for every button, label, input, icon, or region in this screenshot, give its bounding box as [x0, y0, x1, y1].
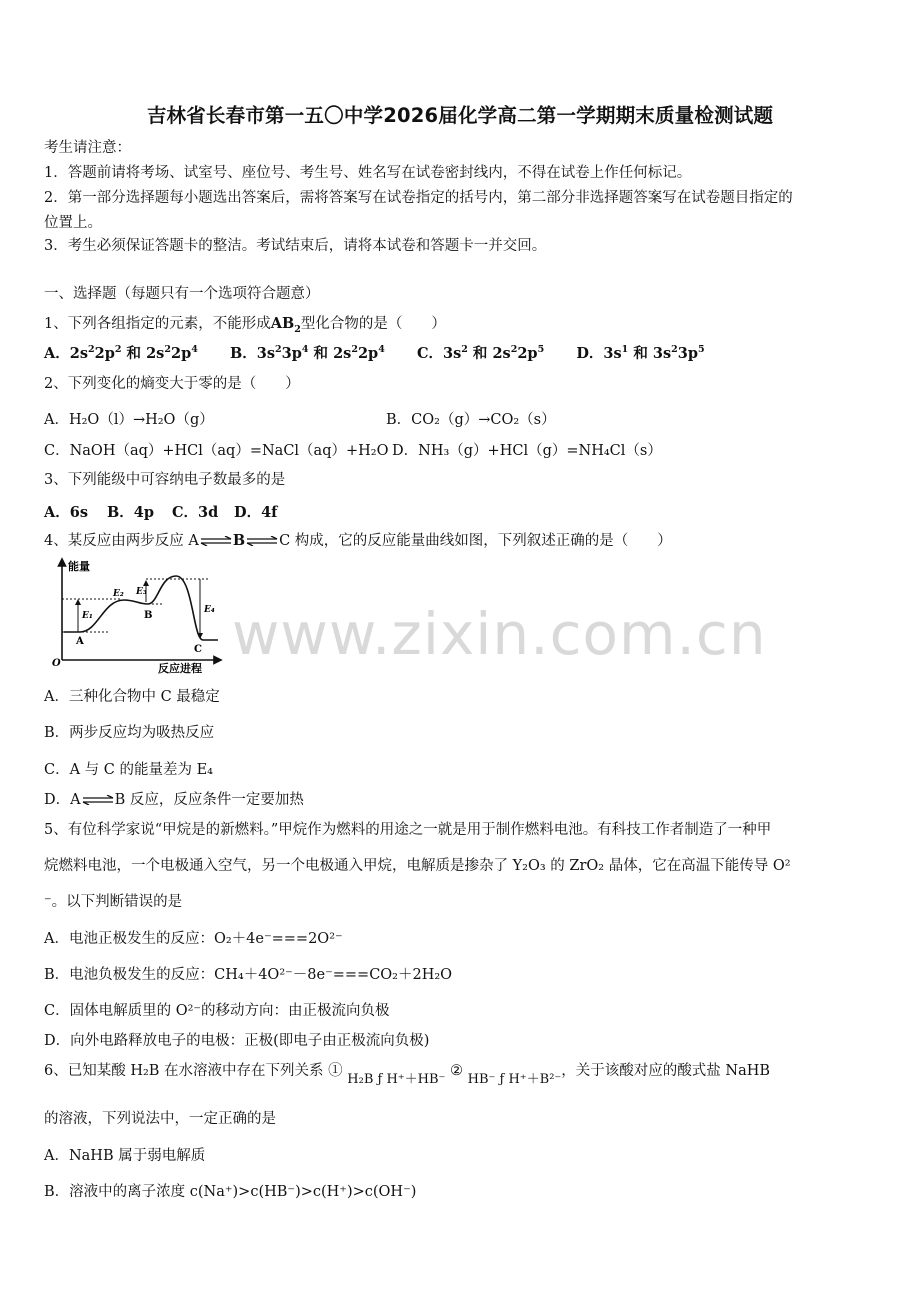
q6-option-a: A．NaHB 属于弱电解质: [44, 1148, 206, 1164]
q3-option-b: B．4p: [107, 504, 154, 521]
question-1-stem: [44, 314, 446, 334]
q4-option-c: C．A 与 C 的能量差为 E₄: [44, 762, 213, 778]
q4-option-a: A．三种化合物中 C 最稳定: [44, 689, 220, 705]
q2-option-b: B．CO₂（g）→CO₂（s）: [386, 412, 556, 428]
q1-formula: [270, 315, 301, 335]
q1-stem-end: 型化合物的是（ ）: [300, 316, 446, 332]
q1-formula-main: AB: [270, 315, 295, 332]
watermark: www.zixin.com.cn: [232, 600, 767, 668]
q4-stem-part: 4、某反应由两步反应 A: [44, 533, 199, 549]
x-axis-label: 反应进程: [158, 662, 202, 674]
energy-diagram: [48, 556, 228, 674]
question-3-stem: 3、下列能级中可容纳电子数最多的是: [44, 472, 286, 488]
notice-heading: 考生请注意：: [44, 140, 131, 156]
notice-item-1: 1．答题前请将考场、试室号、座位号、考生号、姓名写在试卷密封线内，不得在试卷上作任何标记。: [44, 165, 692, 181]
page-title: 吉林省长春市第一五〇中学2026届化学高二第一学期期末质量检测试题: [146, 104, 774, 127]
origin-label: O: [52, 658, 61, 669]
notice-item-2: 2．第一部分选择题每小题选出答案后，需将答案写在试卷指定的括号内，第二部分非选择题答案写在试卷题目指定的: [44, 190, 793, 206]
q4-option-d: [44, 790, 304, 810]
question-5-line-3: ⁻。以下判断错误的是: [44, 894, 183, 910]
question-6-stem: [44, 1061, 771, 1087]
q5-option-a: A．电池正极发生的反应：O₂＋4e⁻===2O²⁻: [44, 931, 343, 947]
question-6-stem-cont: 的溶液，下列说法中，一定正确的是: [44, 1111, 276, 1127]
q4-option-d-pre: D．A: [44, 792, 81, 808]
equilibrium-arrow-icon: [245, 536, 279, 546]
q4-option-b: B．两步反应均为吸热反应: [44, 725, 215, 741]
q6-option-b: B．溶液中的离子浓度 c(Na⁺)>c(HB⁻)>c(H⁺)>c(OH⁻): [44, 1184, 417, 1200]
label-a: A: [76, 636, 84, 647]
q4-option-d-post: B 反应，反应条件一定要加热: [114, 792, 304, 808]
q4-stem-b: B: [232, 532, 246, 549]
q3-option-c: C．3d: [172, 504, 219, 521]
label-e3: E₃: [136, 587, 147, 597]
question-2-stem: 2、下列变化的熵变大于零的是（ ）: [44, 376, 300, 392]
q5-option-b: B．电池负极发生的反应：CH₄＋4O²⁻－8e⁻===CO₂＋2H₂O: [44, 967, 453, 983]
equilibrium-arrow-icon: [81, 795, 115, 805]
question-1-options: [44, 344, 705, 364]
q6-stem-part-2: ，关于该酸对应的酸式盐 NaHB: [561, 1063, 771, 1079]
q5-option-d: D．向外电路释放电子的电极：正极(即电子由正极流向负极): [44, 1033, 430, 1049]
label-e1: E₁: [82, 611, 93, 621]
question-5-line-2: 烷燃料电池，一个电极通入空气，另一个电极通入甲烷，电解质是掺杂了 Y₂O₃ 的 ZrO₂ 晶体，它在高温下能传导 O²: [44, 858, 791, 874]
q3-option-d: D．4f: [234, 504, 278, 521]
q1-formula-sub: 2: [294, 323, 301, 335]
q5-option-c: C．固体电解质里的 O²⁻的移动方向：由正极流向负极: [44, 1003, 390, 1019]
q1-option-c: C．$3s^2$ 和 $2s^22p^5$: [416, 344, 545, 362]
label-e2: E₂: [113, 589, 124, 599]
q6-mark-2: ②: [450, 1063, 464, 1079]
q6-stem-part: 6、已知某酸 H₂B 在水溶液中存在下列关系 ①: [44, 1063, 343, 1079]
question-5-line-1: 5、有位科学家说“甲烷是的新燃料。”甲烷作为燃料的用途之一就是用于制作燃料电池。有科技工作者制造了一种甲: [44, 822, 772, 838]
energy-curve: [64, 576, 218, 640]
q6-equation-1: H₂B ƒ H⁺＋HB⁻: [347, 1072, 446, 1087]
notice-item-2-cont: 位置上。: [44, 215, 102, 231]
label-e4: E₄: [204, 605, 215, 615]
question-4-stem: [44, 531, 672, 551]
q2-option-d: D．NH₃（g）+HCl（g）=NH₄Cl（s）: [392, 443, 662, 459]
q1-option-a: A．$2s^22p^2$ 和 $2s^22p^4$: [44, 344, 198, 362]
q2-option-c: C．NaOH（aq）+HCl（aq）=NaCl（aq）+H₂O: [44, 443, 389, 459]
q3-option-a: A．6s: [44, 504, 89, 521]
section-heading: 一、选择题（每题只有一个选项符合题意）: [44, 286, 320, 302]
equilibrium-arrow-icon: [199, 536, 233, 546]
label-c: C: [194, 644, 202, 655]
label-b: B: [144, 610, 153, 621]
q2-option-a: A．H₂O（l）→H₂O（g）: [44, 412, 214, 428]
y-axis-label: 能量: [68, 560, 90, 573]
q4-stem-end: C 构成，它的反应能量曲线如图，下列叙述正确的是（ ）: [279, 533, 672, 549]
q1-stem-part: 1、下列各组指定的元素，不能形成: [44, 316, 271, 332]
q1-option-b: B．$3s^23p^4$ 和 $2s^22p^4$: [229, 344, 385, 362]
notice-item-3: 3．考生必须保证答题卡的整洁。考试结束后，请将本试卷和答题卡一并交回。: [44, 238, 547, 254]
q6-equation-2: HB⁻ ƒ H⁺＋B²⁻: [467, 1072, 562, 1087]
q1-option-d: D．$3s^1$ 和 $3s^23p^5$: [576, 344, 705, 362]
